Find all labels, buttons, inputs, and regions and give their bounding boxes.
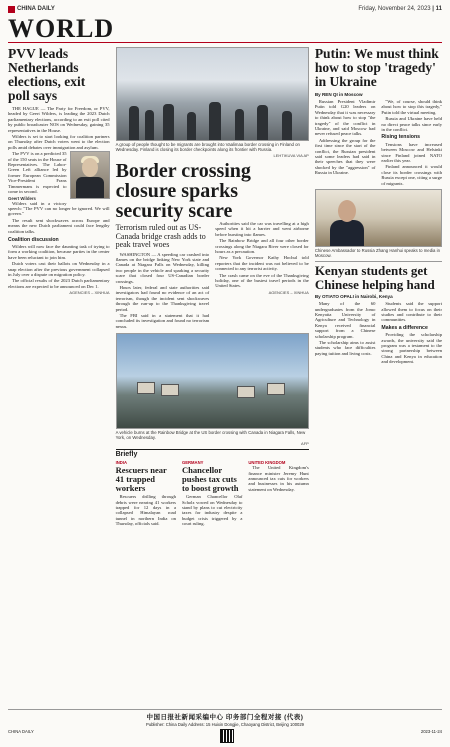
brief-tag: GERMANY [181,460,204,466]
brief-text: Rescuers drilling through debris were nearing 41 workers trapped for 12 days in a collapsed Himalayan road tunnel in northern India on Thursday, officials said. [115,494,176,527]
middle-column [116,47,309,528]
kenya-article [315,261,442,365]
pvv-para: THE HAGUE — The Party for Freedom, or PVV, headed by Geert Wilders, is leading the 2023 Dutch parliamentary elections, according to an exit poll cited by public broadcaster NOS on Wednesday, gaining 35 representatives in the House. [8,106,110,133]
footer-logo-text: CHINA DAILY [8,729,34,734]
pvv-subhead: Coalition discussion [8,236,59,243]
putin-para: Russia and Ukraine have held no direct peace talks since early in the conflict. [381,116,442,133]
wilders-photo [70,151,110,199]
brief-headline: Rescuers near 41 trapped workers [115,465,167,494]
border-credit: AGENCIES – XINHUA [268,289,309,295]
border-deck: Terrorism ruled out as US-Canada bridge crash adds to peak travel woes [115,223,206,249]
ambassador-photo-caption: Chinese Ambassador to Russia Zhang Hanhui speaks to media in Moscow. [314,248,440,259]
kenya-subhead: Makes a difference [381,324,428,331]
kenya-para: Students said the support allowed them to focus on their studies and contribute to their communities. [381,301,442,323]
kenya-para: Providing the scholarship awards, the university said the program was a testament to the strong partnership between China and Kenya in education and development. [381,332,442,365]
border-para: The FBI said in a statement that it had concluded its investigation and found no terrorism nexus. [115,312,210,329]
brief-headline: Chancellor pushes tax cuts to boost growth [181,465,239,494]
pvv-para: The result sent shockwaves across Europe and means the new Dutch parliament could face lengthy coalition talks. [8,217,110,234]
migrants-photo-caption: A group of people thought to be migrants are brought into Vaalimaa border crossing in Finland on Wednesday. Finland is closing its border checkpoints along its frontier with Russia. [115,142,300,152]
putin-byline: By REN QI in Moscow [314,92,363,97]
bridge-photo-caption: A vehicle burns at the Rainbow Bridge at the US border crossing with Canada in Niagara Falls, New York, on Wednesday. [115,430,306,441]
pvv-para: Wilders will now face the daunting task of trying to form a working coalition, because parties in the center have been reluctant to join him. [8,243,110,260]
masthead-logo-text: CHINA DAILY [17,6,55,12]
migrants-photo [116,47,309,141]
border-para: WASHINGTON — A speeding car crashed into flames on the bridge linking New York state and Canada at Niagara Falls on Wednesday, killing two people in the vehicle and sparking a security scare that closed four US-Canadian border crossings. [115,251,210,284]
masthead-bar [8,4,442,14]
bridge-photo-credit: AFP [301,441,309,447]
border-para: New York Governor Kathy Hochul told reporters that the incident was not believed to be connected to any terrorist activity. [215,255,309,272]
section-title: WORLD [8,14,115,43]
putin-para: Russian President Vladimir Putin told G20 leaders on Wednesday that it was necessary to think about how to stop "the tragedy" of the conflict in Ukraine, and said Moscow had never refused peace talks. [314,99,376,137]
pvv-para: Wilders said in a victory speech: "The PVV can no longer be ignored. We will govern." [8,200,110,217]
putin-para: Finland announced it would close its border crossings with Russia except one, citing a surge of migrants. [381,164,442,186]
briefly-section [116,460,309,527]
border-headline: Border crossing closure sparks security scare [115,160,251,222]
border-para: The crash came on the eve of the Thanksgiving holiday, one of the busiest travel periods in the United States. [215,272,309,289]
footer-publisher-info: Publisher: China Daily Address: 15 Huixin Dongjie, Chaoyang District, Beijing 100029 [145,722,305,727]
brief-tag: INDIA [115,460,127,466]
pvv-credit: AGENCIES – XINHUA [69,290,110,296]
brief-text: The United Kingdom's finance minister Jeremy Hunt announced tax cuts for workers and businesses in his autumn statement on Wednesday. [248,465,309,492]
brief-text: German Chancellor Olaf Scholz vowed on Wednesday to stand by plans to cut electricity taxes for industry despite a budget crisis triggered by a court ruling. [181,494,243,527]
putin-headline: Putin: We must think how to stop 'tragedy' in Ukraine [314,46,439,89]
china-daily-logo-icon [8,6,15,13]
kenya-para: The scholarship aims to assist students who face difficulties paying tuition and living costs. [314,339,376,356]
kenya-headline: Kenyan students get Chinese helping hand [314,263,435,292]
briefly-label: Briefly [116,449,309,458]
migrants-photo-credit: LEHTIKUVA VIA AP [273,153,309,158]
footer-chinese-notice: 中国日报社新闻采编中心 印务部门全程对接 (代表) [146,714,304,721]
bridge-photo [116,333,309,429]
pvv-para: The official results of the 2023 Dutch parliamentary elections are expected to be announced on Dec 1. [8,278,110,289]
pvv-headline: PVV leads Netherlands elections, exit poll says [8,46,86,103]
putin-para: Tensions have increased between Moscow and Helsinki since Finland joined NATO earlier this year. [381,141,442,164]
brief-item [182,460,242,527]
ambassador-photo [315,189,442,247]
putin-subhead: Rising tensions [381,134,421,141]
kenya-para: Many of the 60 undergraduates from the Jomo Kenyatta University of Agriculture and Technology in Kenya received financial support from a Chinese scholarship program. [314,301,376,339]
pvv-para: The PVV is on a predicted 35 of the 150 seats in the House of Representatives. The Labor-Green Left alliance led by former European Commission Vice-President Frans Timmermans is expected to come in second. [8,151,67,195]
border-para: Hours later, federal and state authorities said investigators had found no evidence of an act of terrorism, though the incident sent shockwaves through the run-up to the Thanksgiving travel period. [115,284,210,312]
pvv-para: Wilders is set to start looking for coalition partners on Thursday after Dutch voters went to the election polls amid debates over immigration and asylum. [8,134,110,150]
putin-para: "We, of course, should think about how to stop this tragedy," Putin told the virtual meeting. [381,99,442,115]
masthead-logo [8,6,55,13]
footer-date: 2023-11-24 [420,729,442,734]
masthead-date: Friday, November 24, 2023 | 11 [358,6,442,12]
page-footer [8,709,442,743]
pvv-para: Dutch voters cast their ballots on Wednesday in a snap election after the previous government collapsed in July over a dispute on migration policy. [8,261,110,277]
issue-date: Friday, November 24, 2023 [358,6,431,12]
pvv-article [8,47,110,528]
kenya-byline: By OTIATO OPALI in Nairobi, Kenya [314,294,393,300]
brief-item [116,460,176,527]
border-para: Authorities said the car was travelling at a high speed when it hit a barrier and went airborne before bursting into flames. [215,221,309,237]
brief-tag: UNITED KINGDOM [248,460,286,466]
page-number: 11 [435,6,442,12]
wilders-photo-caption: Geert Wilders [8,195,36,201]
right-column [315,47,442,528]
border-para: The Rainbow Bridge and all four other border crossings along the Niagara River were closed for hours as a precaution. [215,238,309,255]
brief-item [248,460,308,527]
qr-code-icon [220,729,234,743]
putin-para: Addressing the group for the first time since the start of the conflict, the Russian president said some leaders had said in their speeches that they were shocked by the "aggression" of Russia in Ukraine. [314,137,376,176]
